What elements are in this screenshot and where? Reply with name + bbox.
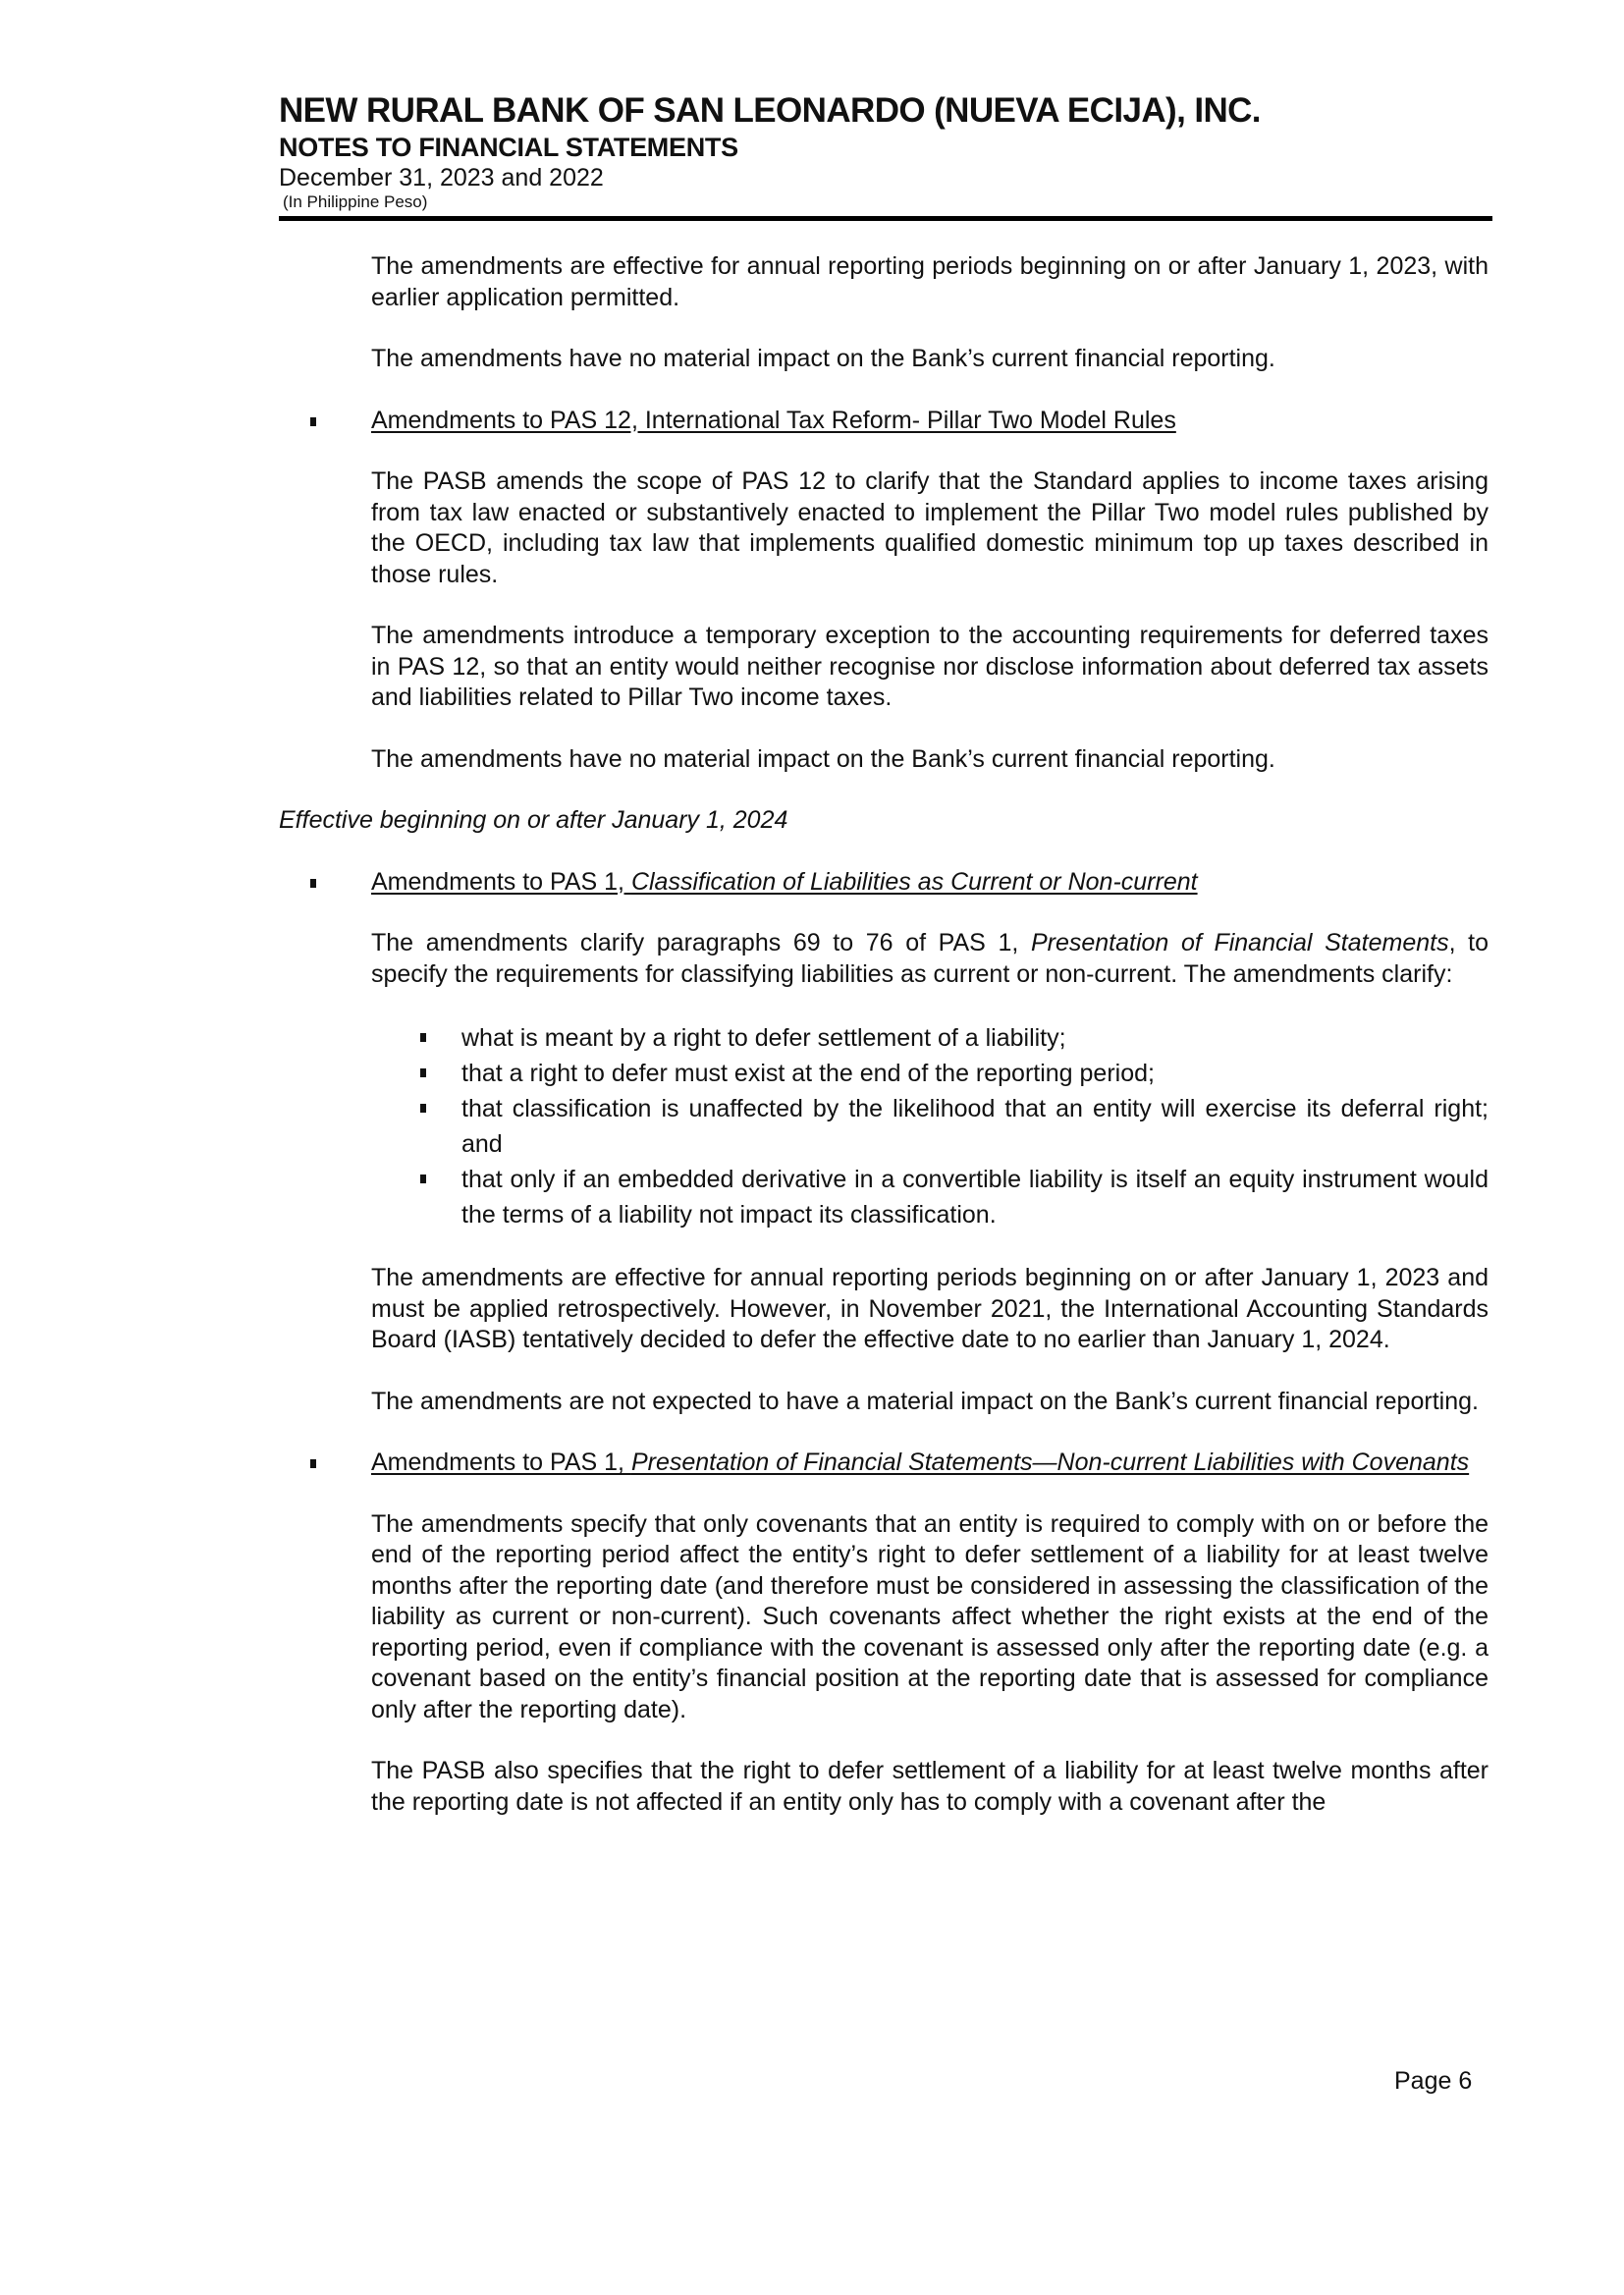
paragraph	[371, 928, 1489, 990]
list-item-text: that classification is unaffected by the likelihood that an entity will exercise its deferral right; and	[461, 1095, 1489, 1158]
document-title: NOTES TO FINANCIAL STATEMENTS	[279, 133, 738, 162]
page-number: Page 6	[1394, 2067, 1473, 2095]
bullet-item-pas1-covenants	[371, 1448, 1489, 1479]
list-item	[461, 1020, 1489, 1056]
paragraph: The PASB amends the scope of PAS 12 to clarify that the Standard applies to income taxes arising from tax law enacted or substantively enacted to implement the Pillar Two model rules published by the OECD, including tax law that implements qualified domestic minimum top up taxes described in those rules.	[371, 467, 1489, 588]
company-name: NEW RURAL BANK OF SAN LEONARDO (NUEVA ECIJA), INC.	[279, 91, 1261, 130]
header-divider	[279, 216, 1492, 221]
paragraph: The amendments specify that only covenants that an entity is required to comply with on or before the end of the reporting period affect the entity’s right to defer settlement of a liability for at least twelve months after the reporting date (and therefore must be considered in assessing the classification of the liability as current or non-current). Such covenants affect whether the right exists at the end of the reporting period, even if compliance with the covenant is assessed only after the reporting date (e.g. a covenant based on the entity’s financial position at the reporting date that is assessed for compliance only after the reporting date).	[371, 1509, 1489, 1723]
bullet-square-icon	[310, 1459, 316, 1468]
section-heading: Effective beginning on or after January 1, 2024	[279, 806, 788, 834]
text-italic: Presentation of Financial Statements	[1030, 929, 1449, 956]
document-body	[279, 251, 1489, 1848]
paragraph: The amendments introduce a temporary exception to the accounting requirements for deferred taxes in PAS 12, so that an entity would neither recognise nor disclose information about deferred tax assets and liabilities related to Pillar Two income taxes.	[371, 622, 1489, 711]
list-item	[461, 1162, 1489, 1232]
list-item-text: that only if an embedded derivative in a convertible liability is itself an equity instrument would the terms of a liability not impact its classification.	[461, 1166, 1489, 1229]
bullet-square-icon	[420, 1033, 426, 1042]
bullet-heading-italic: Presentation of Financial Statements—Non-current Liabilities with Covenants	[630, 1448, 1470, 1476]
list-item	[461, 1056, 1489, 1091]
list-item-text: that a right to defer must exist at the end of the reporting period;	[461, 1060, 1155, 1087]
text: The amendments clarify paragraphs 69 to 76 of PAS 1,	[371, 929, 1031, 956]
bullet-square-icon	[310, 417, 316, 426]
bullet-item-pas12	[371, 406, 1489, 437]
bullet-heading-italic: Classification of Liabilities as Current or Non-current	[630, 867, 1198, 896]
paragraph: The amendments have no material impact on the Bank’s current financial reporting.	[371, 744, 1275, 773]
paragraph: The amendments are effective for annual reporting periods beginning on or after January 1, 2023 and must be applied retrospectively. However, in November 2021, the International Accounting Standards Board (IASB) tentatively decided to defer the effective date to no earlier than January 1, 2024.	[371, 1264, 1489, 1353]
bullet-heading: Amendments to PAS 1,	[371, 1448, 631, 1476]
currency-unit: (In Philippine Peso)	[283, 192, 428, 211]
bullet-square-icon	[310, 879, 316, 888]
bullet-heading: Amendments to PAS 1,	[371, 867, 631, 896]
bullet-square-icon	[420, 1175, 426, 1183]
reporting-period: December 31, 2023 and 2022	[279, 164, 604, 191]
bullet-square-icon	[420, 1104, 426, 1113]
list-item-text: what is meant by a right to defer settlement of a liability;	[461, 1024, 1066, 1052]
bullet-square-icon	[420, 1068, 426, 1077]
text: , to specify the requirements for classifying liabilities as current or non-current. The amendments clarify:	[371, 929, 1489, 988]
paragraph: The PASB also specifies that the right to defer settlement of a liability for at least twelve months after the reporting date is not affected if an entity only has to comply with a covenant after the	[371, 1757, 1489, 1816]
bullet-item-pas1-classification	[371, 867, 1489, 899]
paragraph: The amendments are effective for annual reporting periods beginning on or after January 1, 2023, with earlier application permitted.	[371, 252, 1489, 311]
bullet-heading: Amendments to PAS 12, International Tax Reform- Pillar Two Model Rules	[371, 406, 1176, 434]
page-header	[279, 90, 1492, 221]
clarification-list	[461, 1020, 1489, 1232]
paragraph: The amendments are not expected to have a material impact on the Bank’s current financial reporting.	[371, 1387, 1479, 1415]
paragraph: The amendments have no material impact on the Bank’s current financial reporting.	[371, 345, 1275, 372]
list-item	[461, 1091, 1489, 1162]
